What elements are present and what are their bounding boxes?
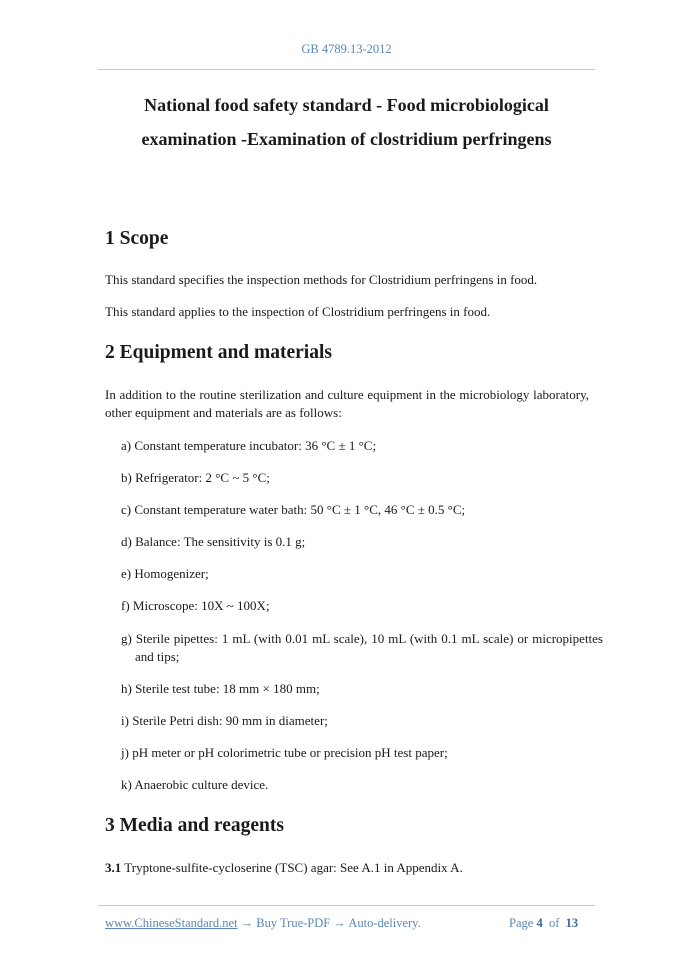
document-title (0, 88, 693, 156)
section-heading-equipment: 2 Equipment and materials (105, 342, 332, 363)
footer-divider (98, 905, 595, 906)
equipment-item-d: d) Balance: The sensitivity is 0.1 g; (121, 534, 306, 549)
scope-paragraph-1: This standard specifies the inspection methods for Clostridium perfringens in food. (105, 272, 538, 287)
page-indicator (509, 916, 578, 931)
equipment-item-j: j) pH meter or pH colorimetric tube or precision pH test paper; (121, 745, 448, 760)
equipment-item-h: h) Sterile test tube: 18 mm × 180 mm; (121, 681, 320, 696)
header-divider (98, 69, 595, 70)
equipment-item-e: e) Homogenizer; (121, 566, 209, 581)
equipment-item-f: f) Microscope: 10X ~ 100X; (121, 598, 270, 613)
document-code-header: GB 4789.13-2012 (301, 42, 392, 56)
media-item-number: 3.1 (105, 860, 122, 875)
page-of-label: of (548, 916, 560, 930)
footer-links (105, 916, 421, 931)
equipment-item-g: g) Sterile pipettes: 1 mL (with 0.01 mL scale), 10 mL (with 0.1 mL scale) or micropipettes and tips; (121, 631, 603, 664)
media-item-text: Tryptone-sulfite-cycloserine (TSC) agar: See A.1 in Appendix A. (121, 860, 463, 875)
section-heading-media: 3 Media and reagents (105, 815, 284, 836)
title-line-2: examination -Examination of clostridium perfringens (141, 129, 552, 149)
page-total: 13 (565, 916, 579, 930)
page-current: 4 (536, 916, 543, 930)
equipment-item-b: b) Refrigerator: 2 °C ~ 5 °C; (121, 470, 270, 485)
buy-true-pdf-link[interactable]: Buy True-PDF (256, 916, 331, 930)
equipment-item-a: a) Constant temperature incubator: 36 °C ± 1 °C; (121, 438, 377, 453)
arrow-icon: → (237, 916, 257, 930)
equipment-intro: In addition to the routine sterilization and culture equipment in the microbiology laboratory, other equipment and materials are as follows: (105, 387, 589, 420)
page-label: Page (509, 916, 534, 930)
auto-delivery-text: Auto-delivery. (348, 916, 421, 930)
equipment-item-i: i) Sterile Petri dish: 90 mm in diameter; (121, 713, 328, 728)
section-heading-scope: 1 Scope (105, 228, 169, 249)
equipment-item-c: c) Constant temperature water bath: 50 °C ± 1 °C, 46 °C ± 0.5 °C; (121, 502, 466, 517)
equipment-item-k: k) Anaerobic culture device. (121, 777, 269, 792)
arrow-icon: → (330, 916, 349, 930)
scope-paragraph-2: This standard applies to the inspection of Clostridium perfringens in food. (105, 304, 491, 319)
title-line-1: National food safety standard - Food microbiological (144, 95, 549, 115)
media-item-3-1 (105, 859, 589, 877)
site-link[interactable]: www.ChineseStandard.net (105, 916, 238, 930)
